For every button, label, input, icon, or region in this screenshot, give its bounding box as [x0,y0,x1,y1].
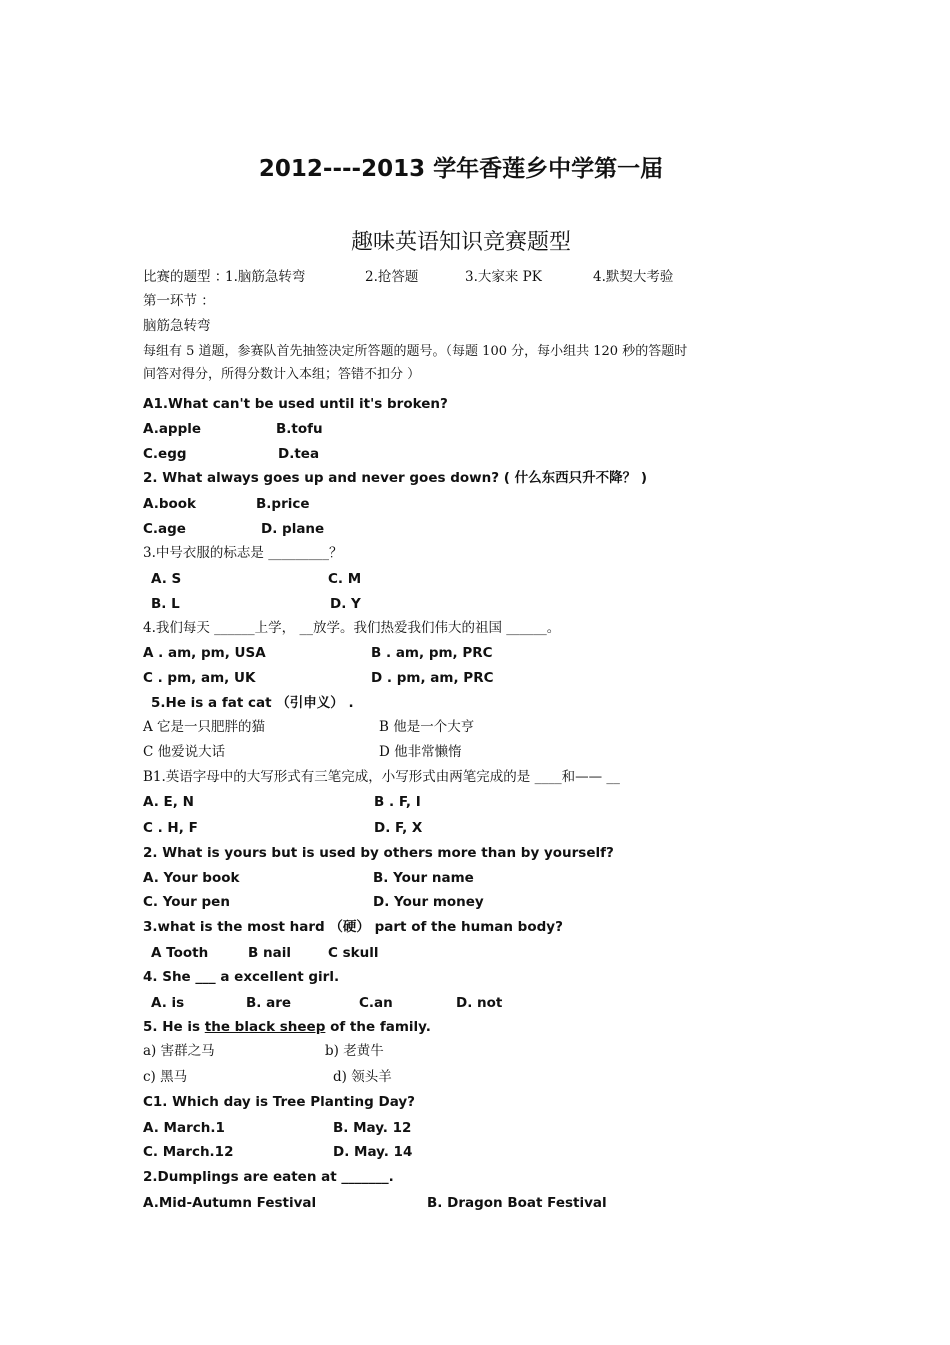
option-c: C . pm, am, UK [143,670,256,686]
question-end: ？ [328,545,343,561]
option-d: d) 领头羊 [333,1069,392,1085]
option-c: C. March.12 [143,1144,234,1160]
underlined-phrase: the black sheep [204,1019,326,1035]
option-b: B.tofu [276,421,323,437]
question-a3 [143,544,342,562]
question-b5 [143,1018,431,1036]
option-b: B nail [248,945,291,961]
option-b: B. are [246,995,292,1011]
option-b: B. May. 12 [333,1120,412,1136]
option-d: D. Y [330,596,361,612]
question-b4: 4. She ___ a excellent girl. [143,969,340,985]
question-a4: 4.我们每天 ______上学， __放学。我们热爱我们伟大的祖国 ______。 [143,620,561,636]
option-b: B. Your name [373,870,474,886]
rules-line-2: 间答对得分，所得分数计入本组；答错不扣分 ） [143,367,421,382]
option-c: C skull [328,945,379,961]
option-a: A. E, N [143,794,194,810]
option-d: D. F, X [374,820,423,836]
option-d: D. May. 14 [333,1144,413,1160]
question-text: 5. He is [143,1019,205,1035]
option-d: D. not [456,995,503,1011]
answer-blank: _________ [268,545,329,561]
question-end: of the family. [325,1019,431,1035]
option-c: C.an [359,995,393,1011]
option-d: D 他非常懒惰 [379,744,462,760]
option-b: B . am, pm, PRC [371,645,493,661]
option-a: A. Your book [143,870,240,886]
option-b: B.price [256,496,310,512]
type-3: 3.大家来 PK [465,269,542,285]
question-c2: 2.Dumplings are eaten at _______. [143,1169,394,1185]
option-c: C. M [328,571,362,587]
rules-line-1: 每组有 5 道题，参赛队首先抽签决定所答题的题号。（每题 100 分，每小组共 120 秒的答题时 [143,344,688,359]
option-a: A. S [151,571,182,587]
option-a: a) 害群之马 [143,1043,215,1059]
option-a: A 它是一只肥胖的猫 [143,719,266,735]
option-b: B . F, I [374,794,421,810]
question-b3: 3.what is the most hard （硬） part of the human body? [143,919,563,935]
round-1-label: 第一环节 ： [143,293,215,309]
option-a: A. is [151,995,185,1011]
type-2: 2.抢答题 [365,269,419,285]
question-c1: C1. Which day is Tree Planting Day? [143,1094,416,1110]
type-4: 4.默契大考验 [593,269,674,285]
option-a: A.book [143,496,197,512]
page-title: 2012----2013 学年香莲乡中学第一届 [258,156,664,182]
round-1-name: 脑筋急转弯 [143,318,211,334]
option-c: C.egg [143,446,187,462]
option-c: C. Your pen [143,894,230,910]
option-c: C.age [143,521,186,537]
option-a: A. March.1 [143,1120,225,1136]
option-a: A . am, pm, USA [143,645,266,661]
option-a: A.apple [143,421,202,437]
type-1: 1.脑筋急转弯 [225,269,306,285]
option-b: B. Dragon Boat Festival [427,1195,607,1211]
option-c: C . H, F [143,820,198,836]
question-a5: 5.He is a fat cat （引申义） . [151,695,354,711]
option-d: D. plane [261,521,325,537]
option-b: b) 老黄牛 [325,1043,384,1059]
option-c: C 他爱说大话 [143,744,226,760]
option-b: B 他是一个大亨 [379,719,475,735]
option-d: D . pm, am, PRC [371,670,494,686]
question-text: 3.中号衣服的标志是 [143,545,264,561]
question-a1: A1.What can't be used until it's broken? [143,396,448,412]
option-d: D. Your money [373,894,484,910]
option-d: D.tea [278,446,320,462]
question-b2: 2. What is yours but is used by others more than by yourself? [143,845,614,861]
option-a: A Tooth [151,945,209,961]
question-a2: 2. What always goes up and never goes down? ( 什么东西只升不降？ ) [143,470,648,486]
option-a: A.Mid-Autumn Festival [143,1195,317,1211]
page-subtitle: 趣味英语知识竞赛题型 [350,230,571,255]
question-b1: B1.英语字母中的大写形式有三笔完成，小写形式由两笔完成的是 ____和—— __ [143,769,620,785]
option-b: B. L [151,596,180,612]
types-label: 比赛的题型 ： [143,269,229,285]
option-c: c) 黑马 [143,1069,188,1085]
